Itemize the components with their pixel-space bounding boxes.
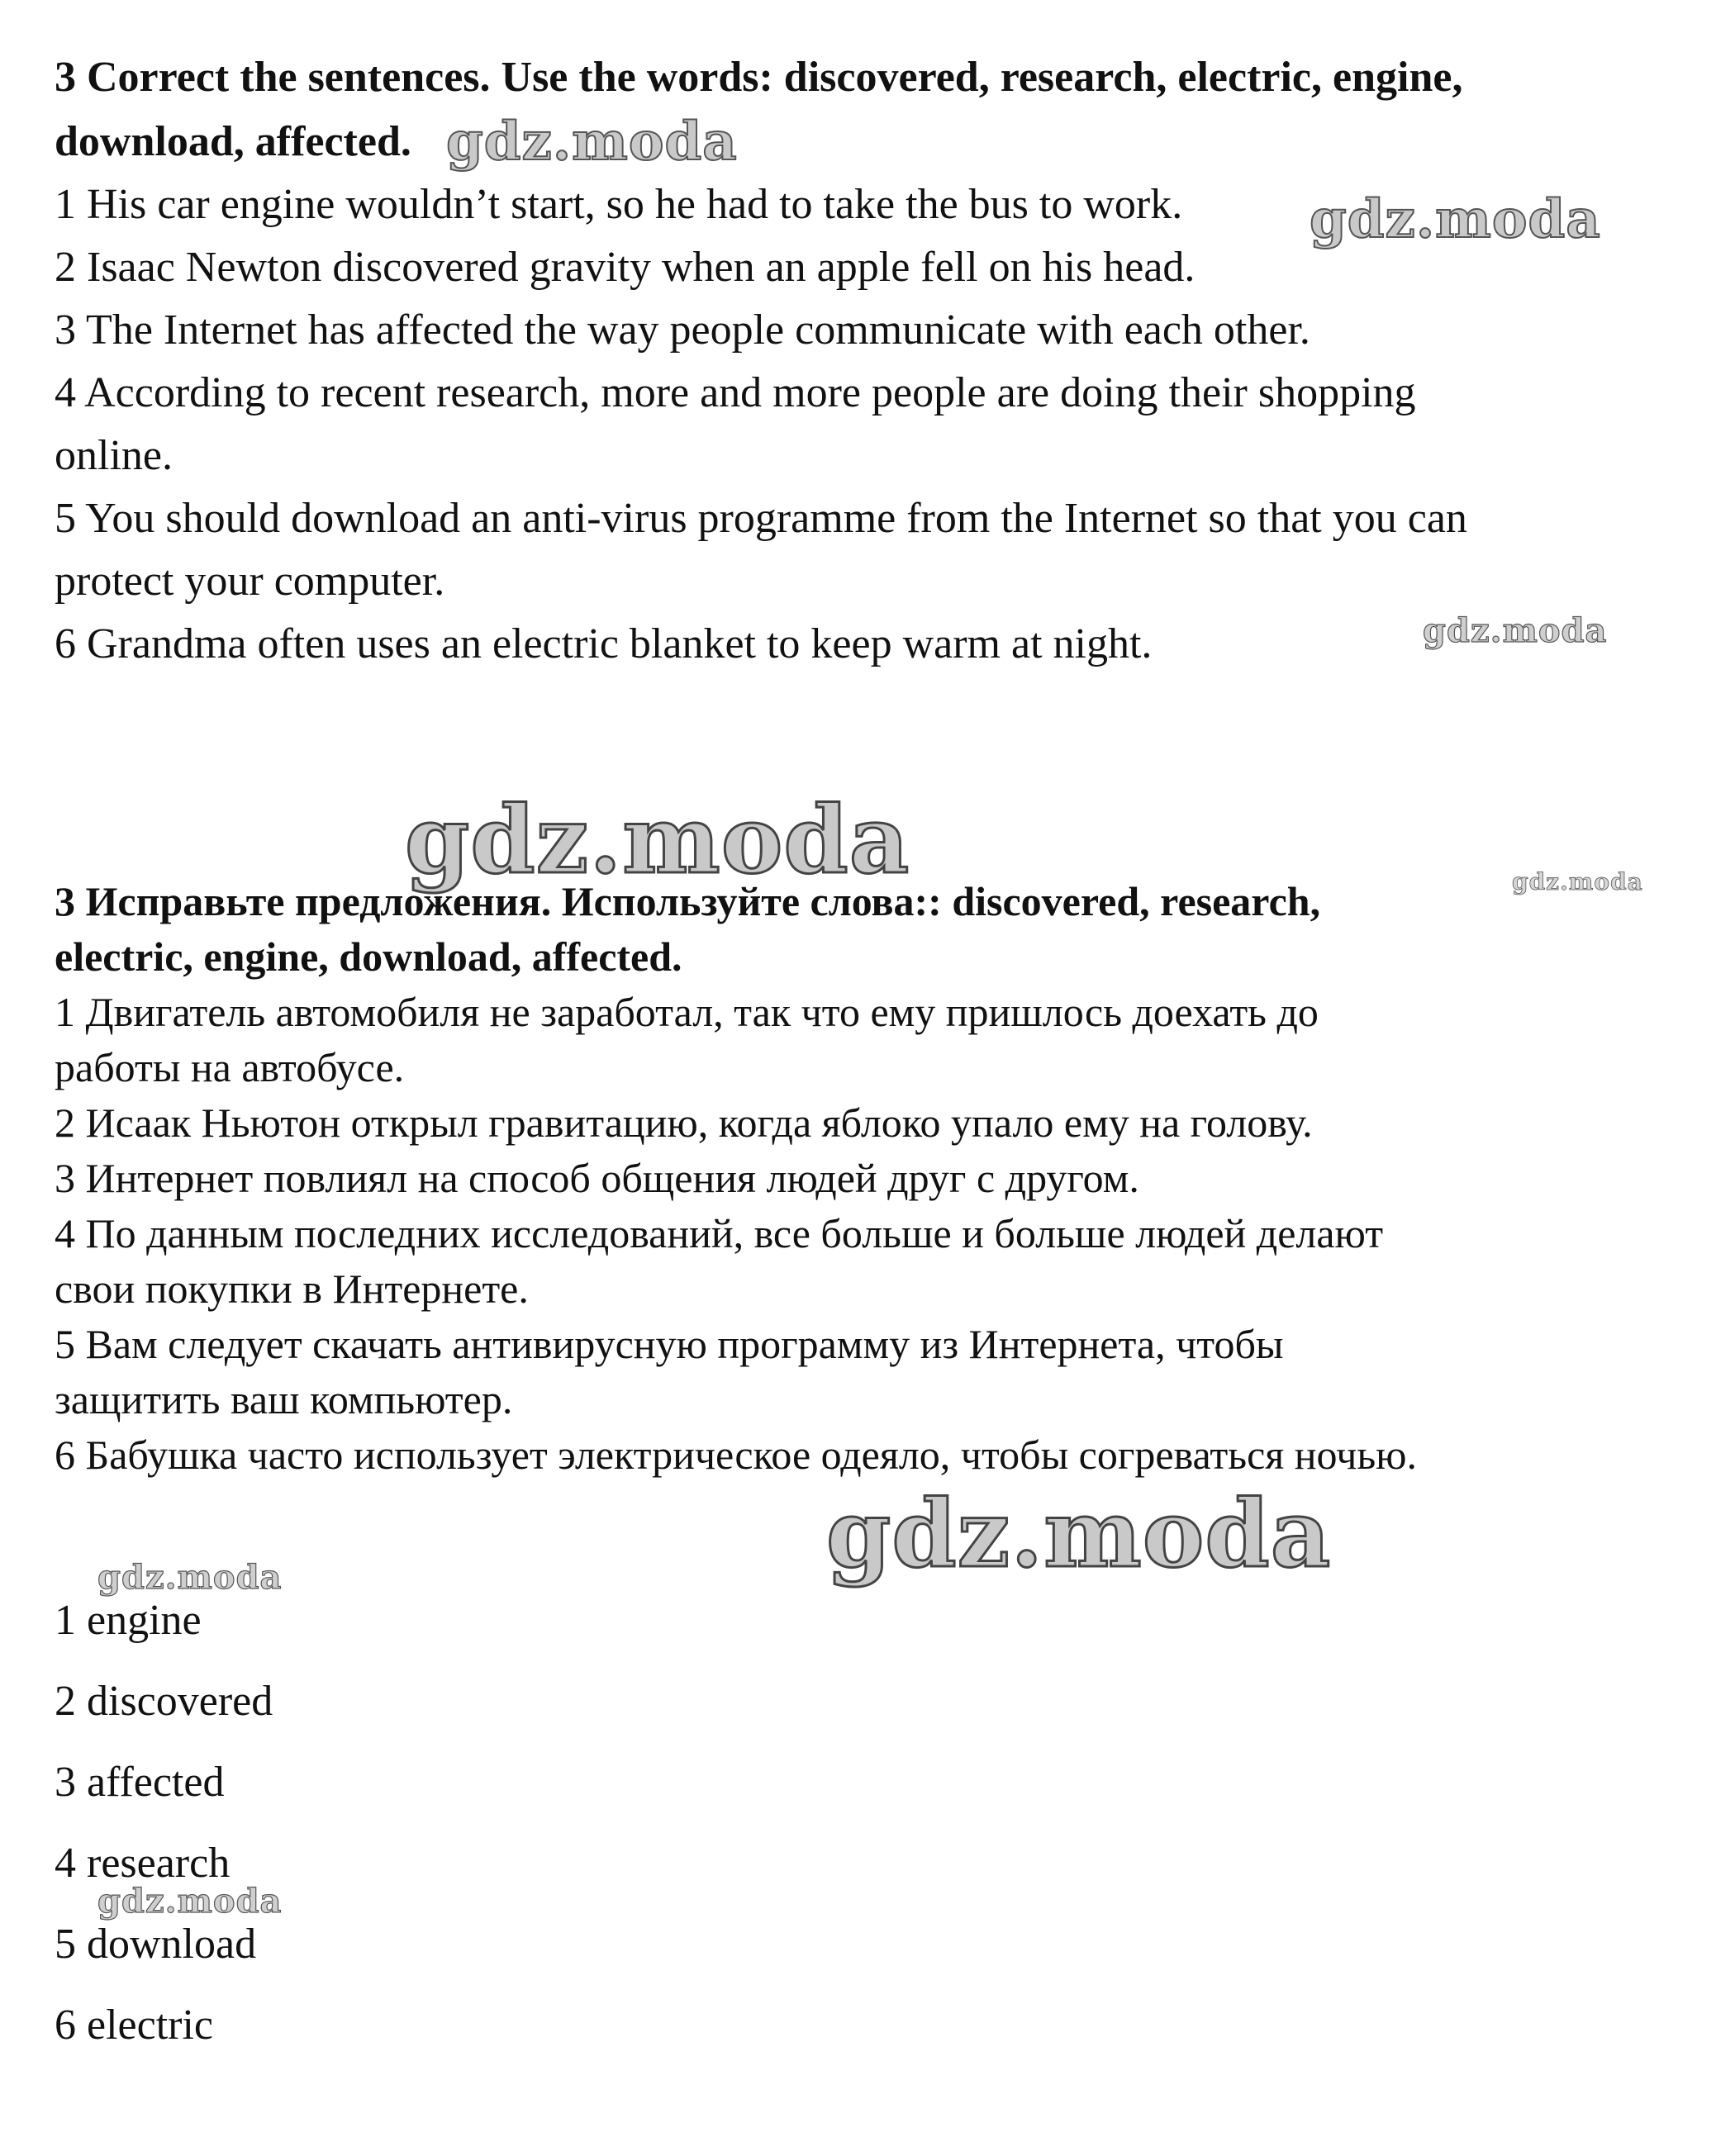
watermark: gdz.moda [1512,868,1643,895]
en-line-3: 3 The Internet has affected the way people communicate with each other. [55,306,1310,354]
answer-4: 4 research [55,1840,231,1887]
answer-5: 5 download [55,1921,257,1968]
ru-line-3: 3 Интернет повлиял на способ общения людей друг с другом. [55,1155,1139,1201]
ru-line-1-cont: работы на автобусе. [55,1044,405,1090]
ru-title-line-2: electric, engine, download, affected. [55,933,682,980]
en-title-line-2: download, affected. [55,118,411,165]
en-line-2: 2 Isaac Newton discovered gravity when an apple fell on his head. [55,244,1195,291]
watermark: gdz.moda [1423,611,1608,650]
en-line-4-cont: online. [55,432,173,479]
ru-line-6: 6 Бабушка часто использует электрическое одеяло, чтобы согреваться ночью. [55,1432,1418,1478]
watermark: gdz.moda [826,1480,1332,1589]
ru-line-4: 4 По данным последних исследований, все больше и больше людей делают [55,1210,1384,1256]
watermark: gdz.moda [97,1558,283,1597]
ru-line-5-cont: защитить ваш компьютер. [55,1376,513,1422]
en-title-line-1: 3 Correct the sentences. Use the words: discovered, research, electric, engine, [55,54,1463,101]
ru-title-line-1: 3 Исправьте предложения. Используйте слова:: discovered, research, [55,878,1321,924]
watermark: gdz.moda [97,1882,283,1921]
en-line-4: 4 According to recent research, more and more people are doing their shopping [55,369,1416,416]
answer-2: 2 discovered [55,1678,273,1725]
en-line-1: 1 His car engine wouldn’t start, so he had to take the bus to work. [55,181,1183,228]
ru-line-1: 1 Двигатель автомобиля не заработал, так что ему пришлось доехать до [55,989,1319,1035]
ru-line-5: 5 Вам следует скачать антивирусную программу из Интернета, чтобы [55,1321,1284,1367]
answer-3: 3 affected [55,1759,225,1806]
en-line-5: 5 You should download an anti-virus programme from the Internet so that you can [55,495,1467,542]
en-line-5-cont: protect your computer. [55,558,445,605]
watermark: gdz.moda [1310,188,1601,250]
watermark: gdz.moda [405,786,910,895]
watermark: gdz.moda [446,111,738,173]
answer-1: 1 engine [55,1597,202,1644]
answer-6: 6 electric [55,2002,213,2049]
ru-line-2: 2 Исаак Ньютон открыл гравитацию, когда яблоко упало ему на голову. [55,1099,1313,1146]
ru-line-4-cont: свои покупки в Интернете. [55,1266,529,1312]
en-line-6: 6 Grandma often uses an electric blanket to keep warm at night. [55,620,1153,667]
